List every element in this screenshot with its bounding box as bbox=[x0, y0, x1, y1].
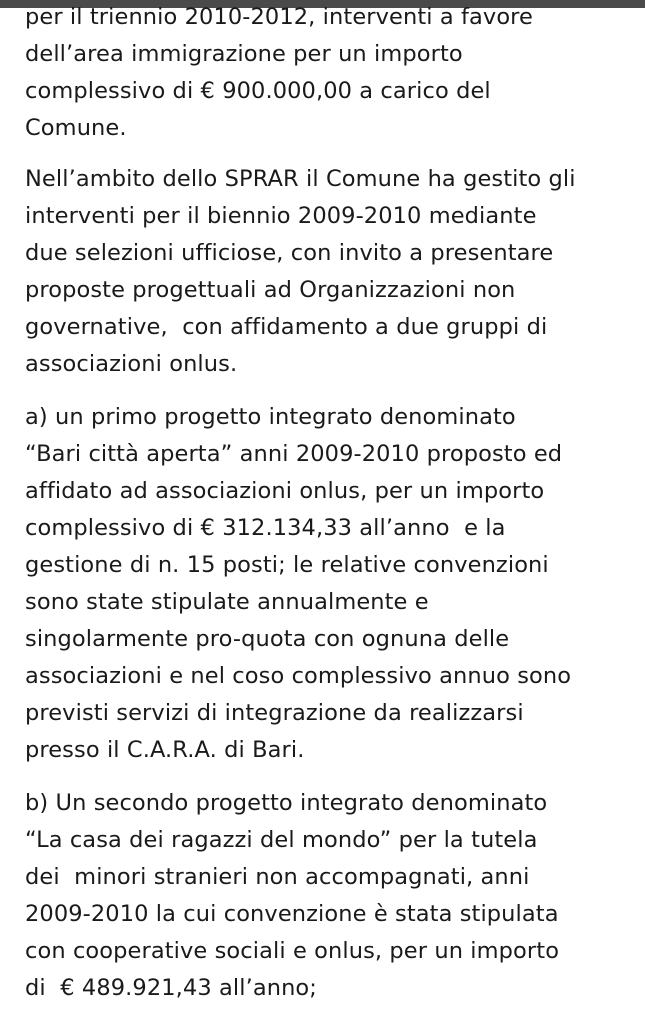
text-line: singolarmente pro-quota con ognuna delle bbox=[25, 626, 510, 652]
text-line: proposte progettuali ad Organizzazioni non bbox=[25, 277, 516, 303]
text-line: “La casa dei ragazzi del mondo” per la tutela bbox=[25, 827, 538, 853]
text-line: con cooperative sociali e onlus, per un importo bbox=[25, 938, 560, 964]
text-line: Nell’ambito dello SPRAR il Comune ha gestito gli bbox=[25, 166, 576, 192]
text-line: due selezioni ufficiose, con invito a presentare bbox=[25, 240, 554, 266]
text-line: “Bari città aperta” anni 2009-2010 proposto ed bbox=[25, 441, 563, 467]
text-line: dell’area immigrazione per un importo bbox=[25, 41, 463, 67]
text-line: affidato ad associazioni onlus, per un importo bbox=[25, 478, 545, 504]
text-line: associazioni e nel coso complessivo annuo sono bbox=[25, 663, 572, 689]
text-line: previsti servizi di integrazione da realizzarsi bbox=[25, 700, 524, 726]
text-line: a) un primo progetto integrato denominato bbox=[25, 404, 516, 430]
text-line: presso il C.A.R.A. di Bari. bbox=[25, 737, 305, 763]
text-line: per il triennio 2010-2012, interventi a favore bbox=[25, 4, 533, 30]
text-line: complessivo di € 900.000,00 a carico del bbox=[25, 78, 491, 104]
text-line: 2009-2010 la cui convenzione è stata stipulata bbox=[25, 901, 559, 927]
text-line: dei minori stranieri non accompagnati, anni bbox=[25, 864, 530, 890]
text-line: complessivo di € 312.134,33 all’anno e la bbox=[25, 515, 506, 541]
text-line: governative, con affidamento a due gruppi di bbox=[25, 314, 548, 340]
text-line: interventi per il biennio 2009-2010 mediante bbox=[25, 203, 537, 229]
text-line: associazioni onlus. bbox=[25, 351, 238, 377]
text-line: gestione di n. 15 posti; le relative convenzioni bbox=[25, 552, 549, 578]
text-line: sono state stipulate annualmente e bbox=[25, 589, 429, 615]
text-line: di € 489.921,43 all’anno; bbox=[25, 975, 317, 1001]
text-line: Comune. bbox=[25, 115, 127, 141]
text-line: b) Un secondo progetto integrato denominato bbox=[25, 790, 548, 816]
